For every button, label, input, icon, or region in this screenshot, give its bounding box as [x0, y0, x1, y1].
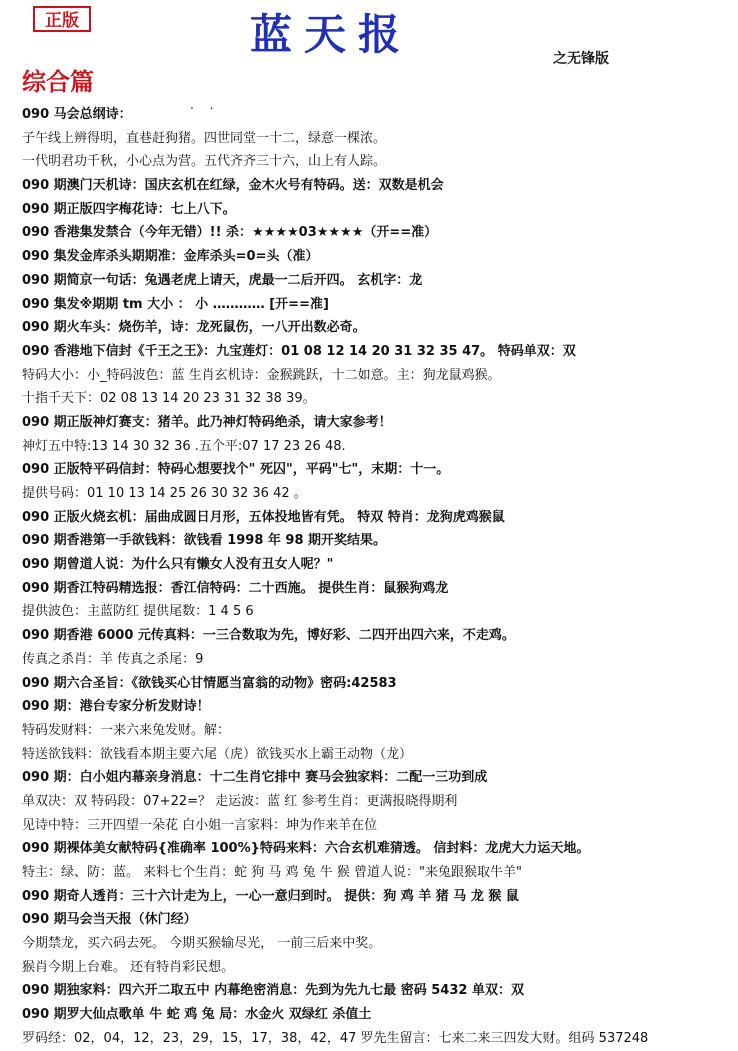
text-line: 090 期曾道人说：为什么只有懒女人没有丑女人呢？" [22, 557, 334, 573]
text-line: 090 期独家料：四六开二取五中 内幕绝密消息：先到为先九七最 密码 5432 单双：双 [22, 983, 524, 999]
text-line: 090 集发金库杀头期期准：金库杀头=0=头（准） [22, 249, 319, 265]
text-line: 090 期香港第一手欲钱料：欲钱看 1998 年 98 期开奖结果。 [22, 533, 387, 549]
text-line: 090 正版火烧玄机：届曲成圆日月形，五体投地皆有凭。 特双 特肖：龙狗虎鸡猴鼠 [22, 509, 505, 525]
text-line: 090 期：白小姐内幕亲身消息：十二生肖它排中 赛马会独家料：二配一三功到成 [22, 770, 488, 786]
text-line: 090 正版特平码信封：特码心想要找个" 死囚"，平码"七"，末期：十一。 [22, 462, 450, 478]
text-line: 见诗中特：三开四望一朵花 白小姐一言家料：坤为作来羊在位 [22, 817, 378, 833]
text-line: 罗码经：02，04，12，23，29，15，17，38，42，47 罗先生留言：七来二来三四发大财。组码 537248 [22, 1030, 649, 1046]
text-line: 090 香港地下信封《千王之王》：九宝莲灯：01 08 12 14 20 31 32 35 47。 特码单双：双 [22, 343, 576, 359]
text-line: 090 期正版四字梅花诗：七上八下。 [22, 201, 236, 217]
page-title: 蓝天报 [250, 10, 413, 59]
text-line: 090 期澳门天机诗：国庆玄机在红绿，金木火号有特码。送：双数是机会 [22, 178, 444, 194]
text-line: 一代明君功千秋，小心点为营。五代齐齐三十六，山上有人踪。 [22, 154, 387, 170]
text-line: 090 期：港台专家分析发财诗！ [22, 699, 210, 715]
text-line: 传真之杀肖：羊 传真之杀尾：9 [22, 651, 204, 667]
text-line: 特主：绿、防：蓝。 来料七个生肖：蛇 狗 马 鸡 兔 牛 猴 曾道人说："来兔跟猴取牛羊" [22, 865, 523, 880]
text-line: 090 集发※期期 tm 大小 ： 小 ………… [开==准] [22, 296, 329, 312]
text-line: 090 期香江特码精选报：香江信特码：二十西施。 提供生肖：鼠猴狗鸡龙 [22, 580, 449, 596]
text-line: 090 期奇人透肖：三十六计走为上，一心一意归到时。 提供：狗 鸡 羊 猪 马 龙 猴 鼠 [22, 888, 519, 904]
article-body [22, 103, 734, 1051]
edition-subtitle: 之无锋版 [553, 51, 609, 67]
text-line: 090 期裸体美女献特码{准确率 100%}特码来料：六合玄机难猜透。 信封料：龙虎大力运天地。 [22, 841, 590, 857]
text-line: 090 期六合圣旨：《欲钱买心甘情愿当富翁的动物》密码:42583 [22, 675, 397, 691]
text-line: 090 期正版神灯赛支：猪羊。此乃神灯特码绝杀，请大家参考！ [22, 414, 392, 430]
text-line: 090 期简京一句话：兔遇老虎上请天，虎最一二后开四。 玄机字：龙 [22, 272, 423, 288]
text-line: 特送欲钱料：欲钱看本期主要六尾（虎）欲钱买水上霸王动物（龙） [22, 746, 413, 762]
text-line: 特码大小：小_特码波色：蓝 生肖玄机诗：金猴跳跃，十二如意。主：狗龙鼠鸡猴。 [22, 367, 501, 383]
text-line: 十指千天下：02 08 13 14 20 23 31 32 38 39。 [22, 391, 316, 407]
text-line: 子午线上辨得明，直巷赶狗猪。四世同堂一十二，绿意一棵浓。 [22, 130, 387, 146]
text-line: 提供号码：01 10 13 14 25 26 30 32 36 42 。 [22, 486, 307, 501]
section-heading: 综合篇 [22, 68, 94, 96]
text-line: 猴肖今期上台难。 还有特肖彩民想。 [22, 959, 235, 975]
text-line: 提供波色：主蓝防红 提供尾数：1 4 5 6 [22, 604, 254, 620]
text-line: 090 期马会当天报（休门经） [22, 912, 197, 928]
text-line: 今期禁龙，买六码去死。 今期买猴输尽光， 一前三后来中奖。 [22, 936, 382, 952]
text-line: 神灯五中特:13 14 30 32 36 .五个平:07 17 23 26 48. [22, 438, 346, 454]
text-line: 090 期罗大仙点歌单 牛 蛇 鸡 兔 局：水金火 双绿红 杀值土 [22, 1007, 372, 1023]
text-line: 090 期香港 6000 元传真料：一三合数取为先，博好彩、二四开出四六来，不走鸡。 [22, 628, 515, 644]
edition-badge: 正版 [33, 6, 91, 32]
text-line: 单双决：双 特码段：07+22=？ 走运波：蓝 红 参考生肖：更满报晓得期利 [22, 793, 458, 809]
text-line: 090 香港集发禁合（今年无错）!! 杀：★★★★03★★★★（开==准） [22, 225, 438, 241]
text-line: 特码发财料：一来六来兔发财。解： [22, 722, 231, 738]
text-line: 090 马会总纲诗： [22, 107, 132, 122]
text-line: 090 期火车头：烧伤羊，诗：龙死鼠伤，一八开出数必奇。 [22, 320, 366, 336]
decorative-dots: . . [190, 98, 220, 112]
